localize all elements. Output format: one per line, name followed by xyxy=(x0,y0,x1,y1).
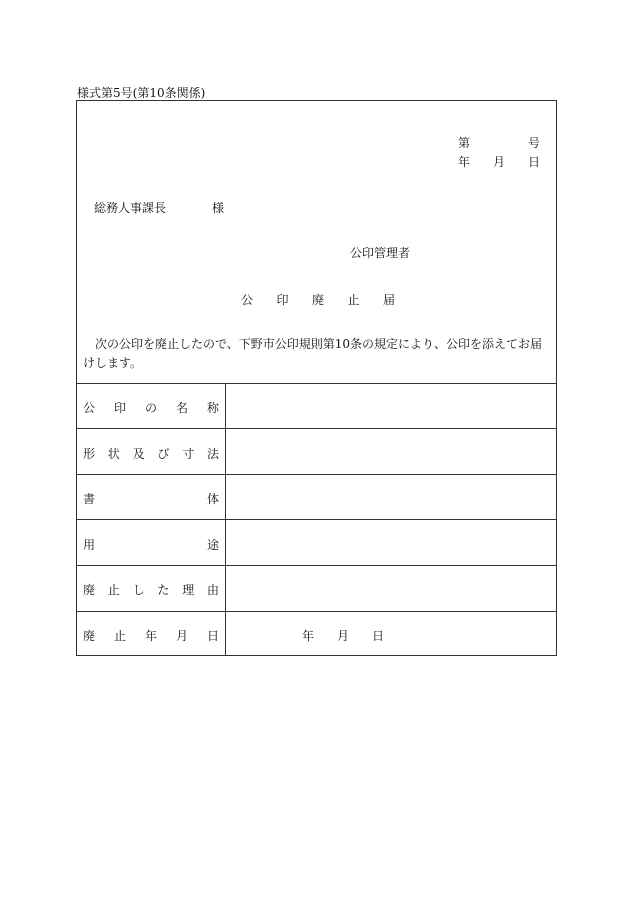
row-divider xyxy=(77,474,556,475)
abolition-date-value xyxy=(302,627,384,644)
label-char: 体 xyxy=(206,492,219,506)
row-divider xyxy=(77,428,556,429)
label-char: 及 xyxy=(132,447,145,461)
date-year: 年 xyxy=(302,629,315,643)
title-char: 公 xyxy=(241,293,254,307)
row-label-abolition-date xyxy=(83,627,219,644)
label-char: 止 xyxy=(107,583,120,597)
title-char: 届 xyxy=(382,293,395,307)
column-divider xyxy=(225,383,226,655)
table-top-border xyxy=(77,383,556,384)
form-number-label: 様式第5号(第10条関係) xyxy=(77,86,206,100)
document-title xyxy=(241,291,395,308)
label-char: 印 xyxy=(113,401,126,415)
document-date-line xyxy=(458,153,540,170)
notification-body: 次の公印を廃止したので、下野市公印規則第10条の規定により、公印を添えてお届けします。 xyxy=(83,337,543,370)
label-char: 年 xyxy=(144,629,157,643)
number-suffix: 号 xyxy=(527,136,540,150)
title-char: 印 xyxy=(276,293,289,307)
label-char: 日 xyxy=(206,629,219,643)
document-number-line xyxy=(458,134,540,151)
label-char: 形 xyxy=(83,447,96,461)
label-char: 名 xyxy=(175,401,188,415)
label-char: し xyxy=(132,583,145,597)
label-char: 用 xyxy=(83,538,96,552)
label-char: 状 xyxy=(107,447,120,461)
date-day: 日 xyxy=(371,629,384,643)
label-char: の xyxy=(144,401,157,415)
row-label-shape-size xyxy=(83,445,219,462)
label-char: 理 xyxy=(182,583,195,597)
date-month: 月 xyxy=(492,155,505,169)
label-char: 廃 xyxy=(83,583,96,597)
row-label-reason xyxy=(83,581,219,598)
row-label-purpose xyxy=(83,536,219,553)
label-char: 止 xyxy=(113,629,126,643)
date-month: 月 xyxy=(336,629,349,643)
label-char: 公 xyxy=(83,401,96,415)
label-char: 書 xyxy=(83,492,96,506)
addressee-title: 総務人事課長 xyxy=(94,201,167,215)
label-char: び xyxy=(157,447,170,461)
date-year: 年 xyxy=(458,155,471,169)
date-day: 日 xyxy=(527,155,540,169)
row-divider xyxy=(77,611,556,612)
label-char: 由 xyxy=(206,583,219,597)
row-label-seal-name xyxy=(83,399,219,416)
label-char: 月 xyxy=(175,629,188,643)
row-label-typeface xyxy=(83,490,219,507)
title-char: 廃 xyxy=(311,293,324,307)
sender-title: 公印管理者 xyxy=(350,246,411,260)
label-char: 寸 xyxy=(182,447,195,461)
label-char: 称 xyxy=(206,401,219,415)
row-divider xyxy=(77,519,556,520)
label-char: 廃 xyxy=(83,629,96,643)
number-prefix: 第 xyxy=(458,136,471,150)
row-divider xyxy=(77,565,556,566)
label-char: 途 xyxy=(206,538,219,552)
form-frame xyxy=(76,100,557,656)
label-char: 法 xyxy=(206,447,219,461)
addressee-honorific: 様 xyxy=(212,201,225,215)
title-char: 止 xyxy=(347,293,360,307)
label-char: た xyxy=(157,583,170,597)
